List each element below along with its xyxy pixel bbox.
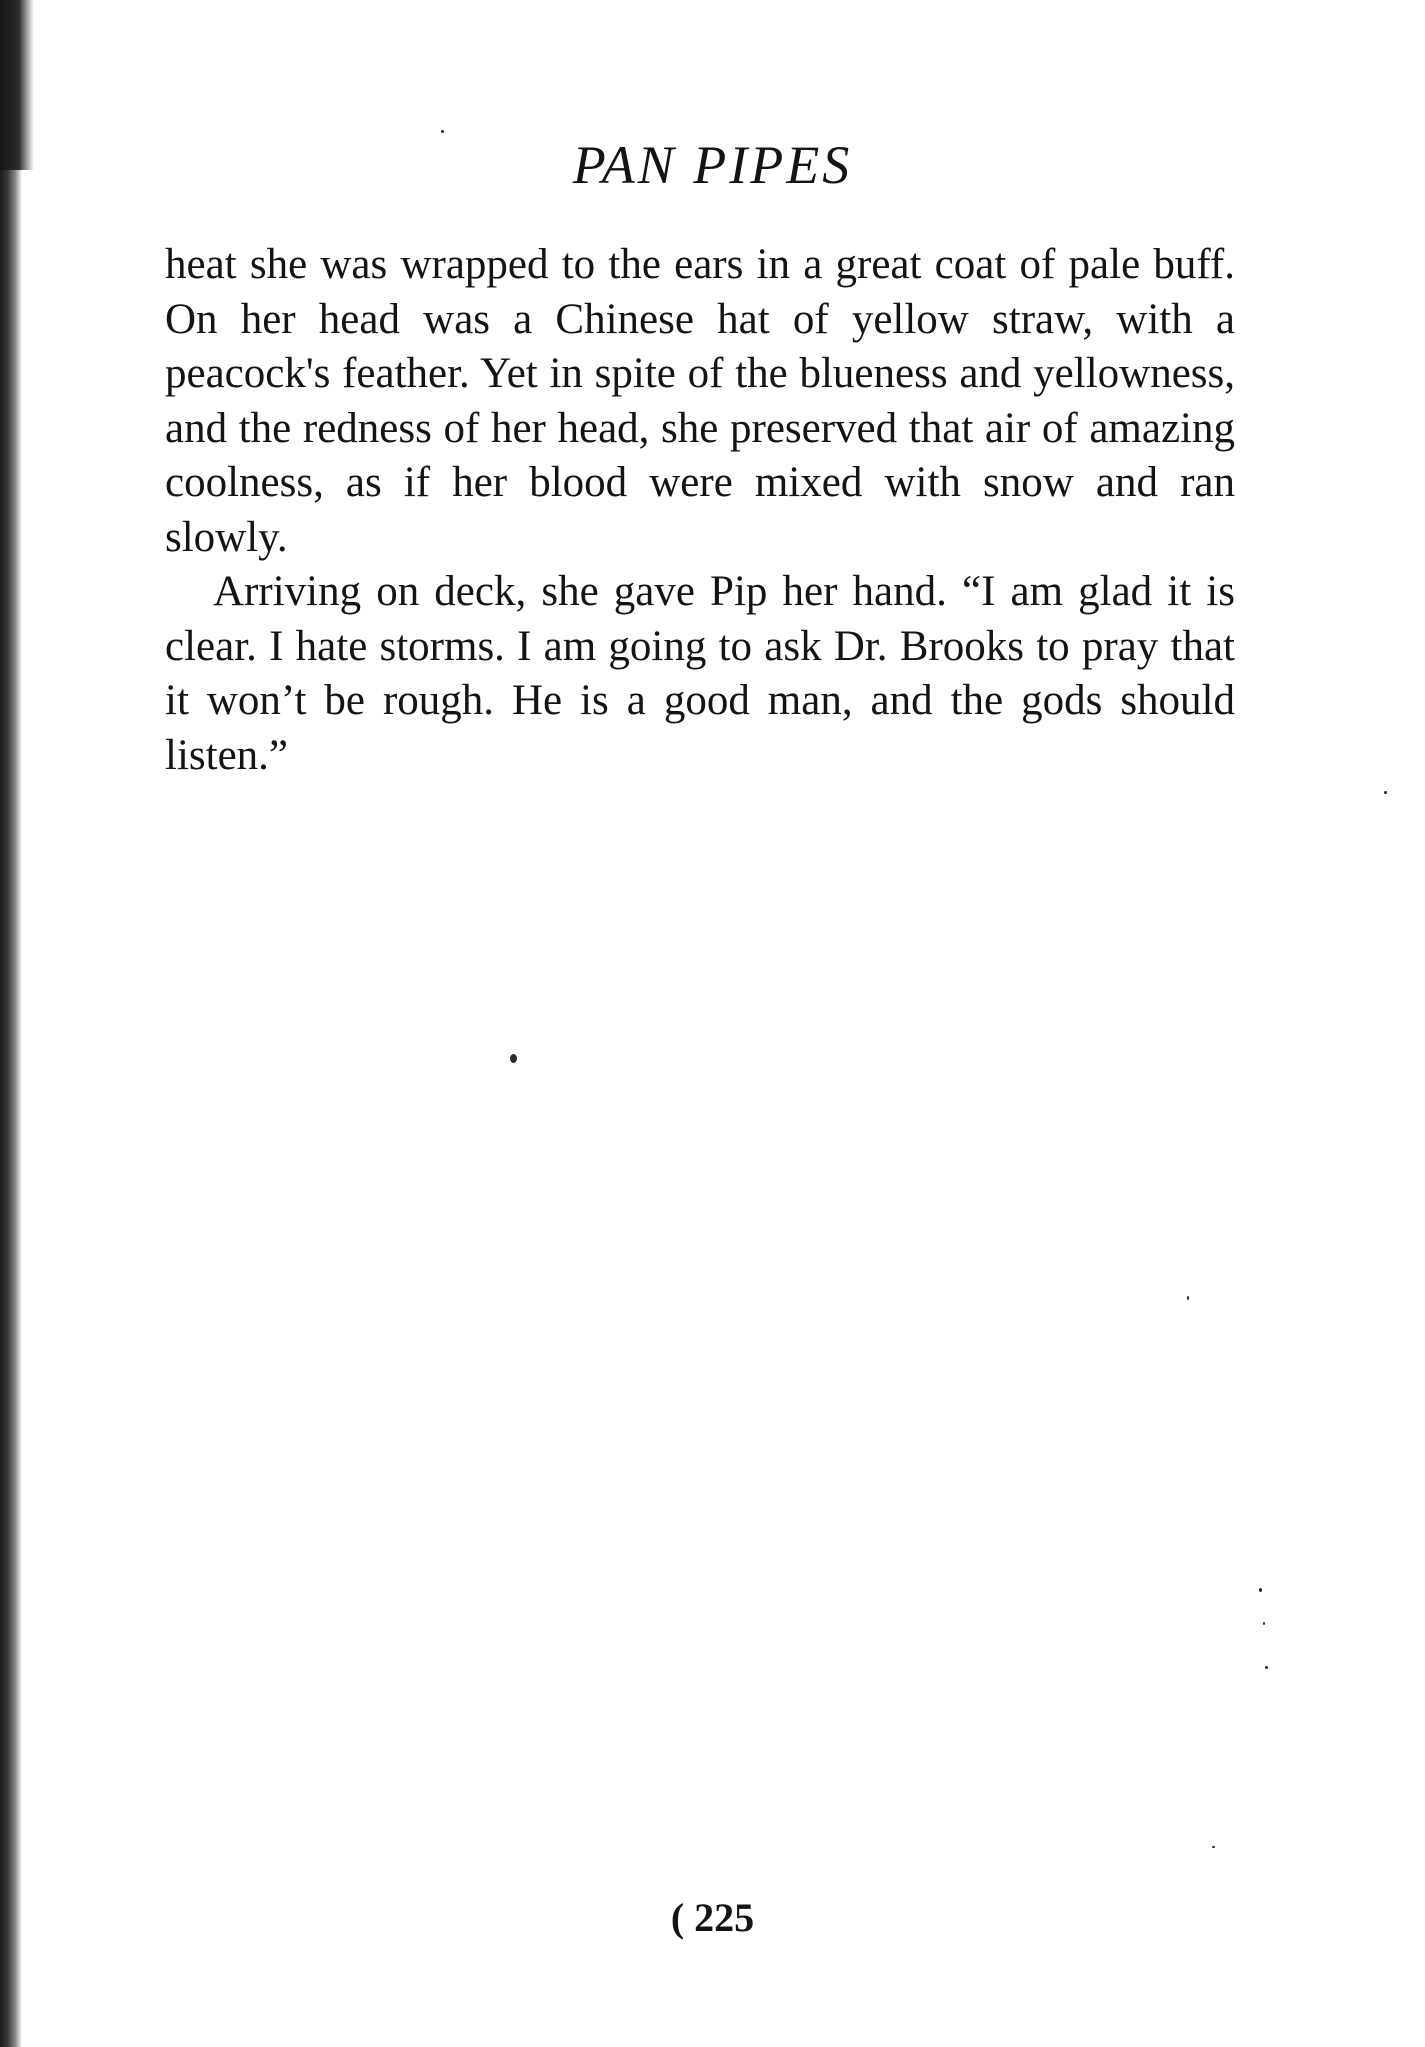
body-text	[165, 238, 1235, 783]
paragraph-1: heat she was wrapped to the ears in a great coat of pale buff. On her head was a Chinese hat of yellow straw, with a peacock's feather. Yet in spite of the blueness and yellowness, and the redness of her head, she preserved that air of amazing coolness, as if her blood were mixed with snow and ran slowly.	[165, 241, 1235, 561]
scan-speck	[1263, 1622, 1265, 1625]
scan-speck	[1259, 1588, 1262, 1592]
running-head: PAN PIPES	[572, 135, 853, 195]
page-number: ( 225	[670, 1895, 755, 1940]
scan-speck	[1265, 1666, 1268, 1669]
scan-speck	[441, 130, 444, 133]
scan-speck	[1384, 791, 1387, 794]
scan-speck	[1187, 1296, 1189, 1300]
paragraph-2: Arriving on deck, she gave Pip her hand. “I am glad it is clear. I hate storms. I am going to ask Dr. Brooks to pray that it won’t be rough. He is a good man, and the gods should listen.”	[165, 568, 1235, 779]
scan-speck	[1212, 1846, 1215, 1848]
page-binding-edge	[0, 0, 22, 2047]
scan-speck	[510, 1054, 517, 1063]
